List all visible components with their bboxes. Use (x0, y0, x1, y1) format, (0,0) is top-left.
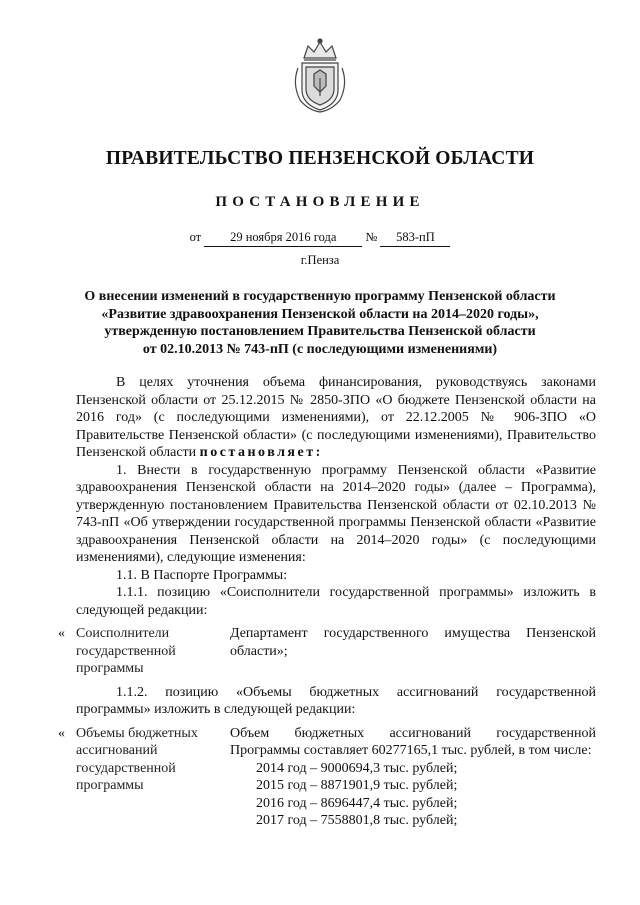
document-type: ПОСТАНОВЛЕНИЕ (215, 194, 425, 210)
paragraph-item-1-1-2: 1.1.2. позицию «Объемы бюджетных ассигнований государственной программы» изложить в следующей редакции: (76, 684, 596, 717)
document-title (60, 288, 580, 358)
table-key: Объемы бюджетных ассигнований государственной программы (76, 725, 198, 793)
table-budget (58, 725, 596, 830)
title-line: от 02.10.2013 № 743-пП (с последующими изменениями) (142, 341, 498, 357)
date-number-line (0, 230, 640, 247)
budget-total: Объем бюджетных ассигнований государственной Программы составляет 60277165,1 тыс. рублей, в том числе: (230, 725, 596, 758)
intro-text: В целях уточнения объема финансирования, руководствуясь законами Пензенской области от 25.12.2015 № 2850-ЗПО «О бюджете Пензенской области на 2016 год» (с последующими изменениями), от 22.12.2005 № 906-ЗПО «О Правительстве Пензенской области» (с последующими изменениями), Правительство Пензенской области (76, 375, 596, 460)
budget-year: 2015 год – 8871901,9 тыс. рублей; (256, 778, 458, 793)
open-quote: « (58, 626, 65, 641)
decree-word: постановляет: (199, 445, 323, 460)
paragraph-item-1-1: 1.1. В Паспорте Программы: (116, 567, 288, 583)
budget-year: 2016 год – 8696447,4 тыс. рублей; (256, 795, 458, 811)
title-line: «Развитие здравоохранения Пензенской области на 2014–2020 годы», (101, 306, 539, 322)
table-value: Департамент государственного имущества Пензенской области»; (230, 626, 596, 659)
document-number: 583-пП (380, 230, 450, 247)
open-quote: « (58, 725, 65, 741)
paragraph-item-1-1-1: 1.1.1. позицию «Соисполнители государственной программы» изложить в следующей редакции: (76, 585, 596, 618)
city: г.Пенза (300, 253, 340, 267)
number-prefix: № (365, 230, 378, 244)
table-key: Соисполнители государственной программы (76, 626, 176, 676)
intro-paragraph (76, 374, 596, 462)
table-coexecutors (58, 625, 596, 678)
table-value (230, 725, 596, 830)
title-line: утвержденную постановлением Правительства Пензенской области (104, 324, 536, 339)
budget-year: 2014 год – 9000694,3 тыс. рублей; (256, 760, 458, 776)
organization-name: ПРАВИТЕЛЬСТВО ПЕНЗЕНСКОЙ ОБЛАСТИ (105, 148, 535, 169)
paragraph-item-1: 1. Внести в государственную программу Пензенской области «Развитие здравоохранения Пензенской области на 2014–2020 годы» (далее – Программа), утвержденную постановлением Правительства Пензенской области от 02.10.2013 № 743-пП «Об утверждении государственной программы Пензенской области «Развитие здравоохранения Пензенской области на 2014–2020 годы» (с последующими изменениями), следующие изменения: (76, 462, 596, 565)
document-date: 29 ноября 2016 года (204, 230, 362, 247)
coat-of-arms-icon (290, 38, 350, 114)
document-body (58, 374, 596, 836)
title-line: О внесении изменений в государственную программу Пензенской области (84, 289, 556, 304)
date-prefix: от (189, 230, 202, 244)
budget-year: 2017 год – 7558801,8 тыс. рублей; (256, 813, 458, 828)
